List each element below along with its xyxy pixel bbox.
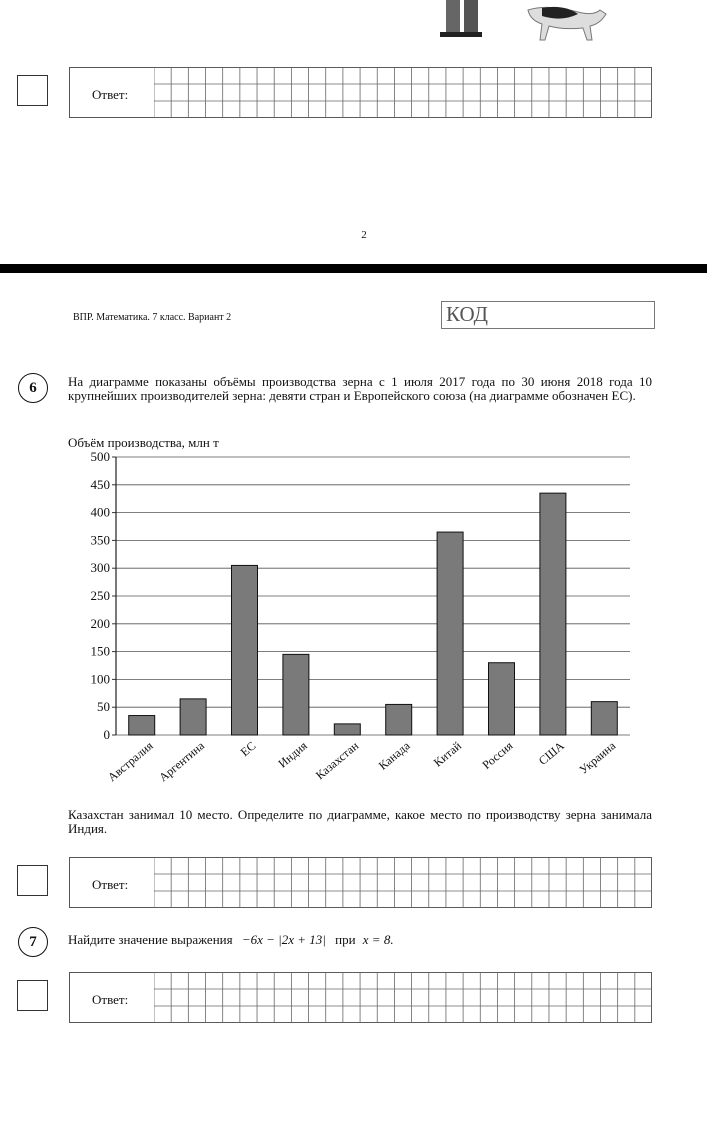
grain-production-chart	[62, 434, 642, 804]
task7-prefix: Найдите значение выражения	[68, 932, 233, 947]
task7-text	[68, 932, 394, 948]
x-tick-label: ЕС	[237, 738, 259, 760]
header-variant: ВПР. Математика. 7 класс. Вариант 2	[73, 312, 232, 323]
answer-label: Ответ:	[92, 877, 129, 892]
x-tick-label: Украина	[576, 738, 619, 777]
y-tick-label: 250	[90, 588, 110, 603]
bar	[386, 704, 412, 735]
x-tick-label: Австралия	[104, 738, 156, 785]
y-tick-label: 400	[90, 504, 110, 520]
bar	[232, 565, 258, 735]
illustration-fragment	[430, 0, 610, 45]
answer-label: Ответ:	[92, 87, 129, 102]
y-tick-label: 150	[90, 643, 110, 659]
y-tick-label: 100	[90, 671, 110, 687]
y-tick-label: 300	[90, 560, 110, 576]
x-tick-label: США	[535, 738, 567, 768]
x-tick-label: Аргентина	[156, 738, 208, 785]
x-tick-label: Россия	[479, 738, 516, 772]
bar	[283, 654, 309, 735]
bar	[129, 716, 155, 735]
y-tick-label: 50	[97, 699, 110, 715]
answer-grid[interactable]	[154, 67, 652, 118]
y-tick-label: 500	[90, 449, 110, 464]
x-tick-label: Канада	[375, 738, 413, 773]
task-number-7: 7	[18, 927, 48, 957]
y-tick-label: 450	[90, 476, 110, 492]
y-tick-label: 200	[90, 615, 110, 631]
answer-grid[interactable]	[154, 972, 652, 1023]
answer-label: Ответ:	[92, 992, 129, 1007]
x-tick-label: Казахстан	[312, 738, 362, 783]
answer-checkbox[interactable]	[17, 980, 48, 1011]
answer-checkbox[interactable]	[17, 865, 48, 896]
answer-grid[interactable]	[154, 857, 652, 908]
page-number: 2	[361, 229, 367, 241]
y-tick-label: 0	[103, 727, 110, 742]
task-number-6: 6	[18, 373, 48, 403]
task6-intro: На диаграмме показаны объёмы производства зерна с 1 июля 2017 года по 30 июня 2018 года 10 крупнейших производителей зерна: девяти стран и Европейского союза (на диаграмме обозначен ЕС).	[68, 374, 652, 403]
task7-expression: −6x − |2x + 13|	[241, 932, 326, 947]
bar	[540, 493, 566, 735]
task6-question: Казахстан занимал 10 место. Определите по диаграмме, какое место по производству зерна занимала Индия.	[68, 807, 652, 836]
x-tick-label: Китай	[430, 738, 465, 770]
bar	[591, 702, 617, 735]
y-tick-label: 350	[90, 532, 110, 548]
page-divider	[0, 264, 707, 273]
bar	[489, 663, 515, 735]
y-axis-label: Объём производства, млн т	[68, 435, 219, 450]
code-label: КОД	[446, 302, 488, 326]
bar	[334, 724, 360, 735]
task7-condition: x = 8.	[362, 932, 394, 947]
x-tick-label: Индия	[275, 738, 310, 771]
answer-checkbox[interactable]	[17, 75, 48, 106]
bar	[437, 532, 463, 735]
code-box[interactable]	[441, 301, 655, 329]
task7-connector: при	[335, 932, 356, 947]
bar	[180, 699, 206, 735]
